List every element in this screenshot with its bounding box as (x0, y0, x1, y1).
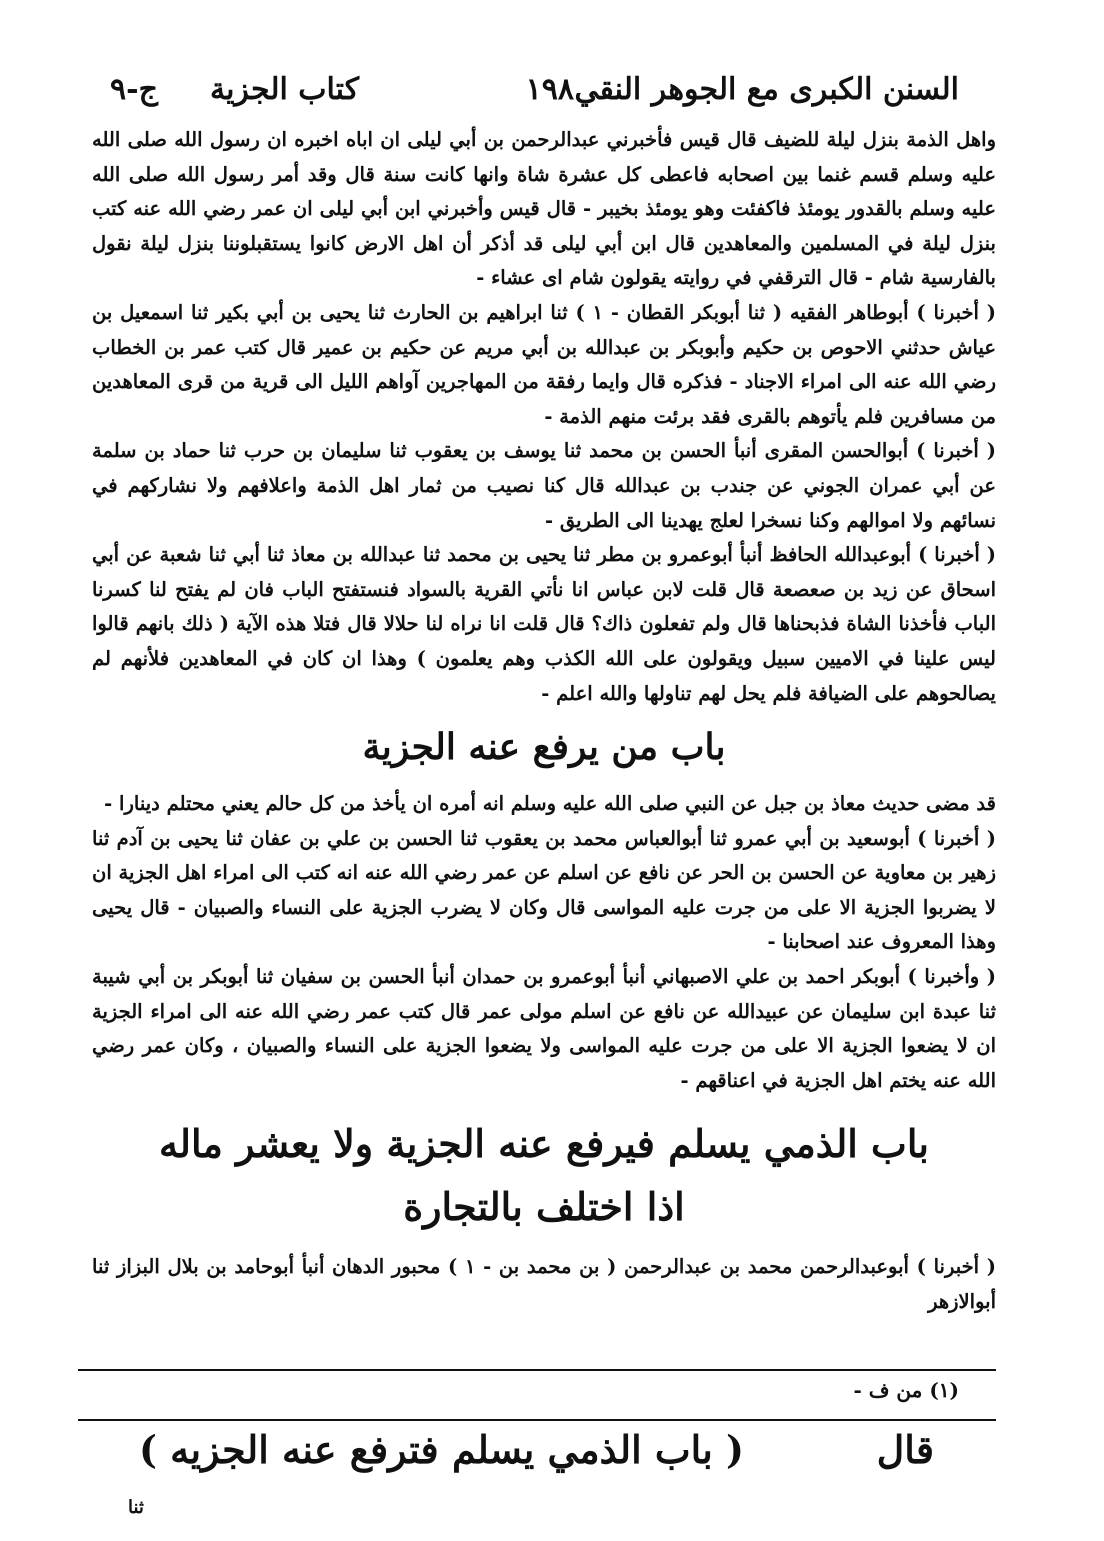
catchword: ثنا (128, 1497, 144, 1518)
paragraph: قد مضى حديث معاذ بن جبل عن النبي صلى الله عليه وسلم انه أمره ان يأخذ من كل حالم يعني محتلم دينارا - (104, 792, 996, 816)
running-header (110, 72, 959, 116)
book-title: السنن الكبرى مع الجوهر النقي (574, 72, 959, 107)
section-heading-2-line1: باب الذمي يسلم فيرفع عنه الجزية ولا يعشر ماله (159, 1121, 929, 1167)
volume-number: ج-٩ (110, 72, 158, 107)
page-number: ١٩٨ (525, 72, 574, 107)
main-text (92, 123, 996, 1320)
section-heading-1: باب من يرفع عنه الجزية (362, 726, 726, 769)
marginal-note-label: قال (876, 1427, 934, 1472)
paragraph: ( أخبرنا ) أبوطاهر الفقيه ( ثنا أبوبكر القطان - ١ ) ثنا ابراهيم بن الحارث ثنا يحيى بن أبي بكير ثنا اسمعيل بن عياش حدثني الاحوص بن حكيم وأبوبكر بن عبدالله بن أبي مريم عن حكيم بن عمير قال كتب عمر بن الخطاب رضي الله عنه الى امراء الاجناد - فذكره قال وايما رفقة من المهاجرين آواهم الليل الى قرية من قرى المعاهدين من مسافرين فلم يأتوهم بالقرى فقد برئت منهم الذمة - (92, 300, 996, 428)
marginal-note-text: ( باب الذمي يسلم فترفع عنه الجزيه ) (138, 1427, 744, 1472)
paragraph: ( أخبرنا ) أبوعبدالله الحافظ أنبأ أبوعمرو بن مطر ثنا يحيى بن محمد ثنا عبدالله بن معاذ ثنا أبي ثنا شعبة عن أبي اسحاق عن زيد بن صعصعة قال قلت لابن عباس انا نأتي القرية بالسواد فنستفتح الباب فان لم يفتح لنا كسرنا الباب فأخذنا الشاة فذبحناها قال ولم تفعلون ذاك؟ قال قلت انا نراه لنا حلالا قال فتلا هذه الآية ( ذلك بانهم قالوا ليس علينا في الاميين سبيل ويقولون على الله الكذب وهم يعلمون ) وهذا ان كان في المعاهدين فلأنهم لم يصالحوهم على الضيافة فلم يحل لهم تناولها والله اعلم - (92, 543, 996, 705)
chapter-title: كتاب الجزية (210, 72, 359, 107)
paragraph: ( أخبرنا ) أبوسعيد بن أبي عمرو ثنا أبوالعباس محمد بن يعقوب ثنا الحسن بن علي بن عفان ثنا يحيى بن آدم ثنا زهير بن معاوية عن الحسن بن الحر عن نافع عن اسلم عن عمر رضي الله عنه انه كتب الى امراء اهل الجزية ان لا يضربوا الجزية الا على من جرت عليه المواسى قال وكان لا يضرب الجزية على النساء والصبيان - قال يحيى وهذا المعروف عند اصحابنا - (92, 826, 996, 954)
paragraph: واهل الذمة بنزل ليلة للضيف قال قيس فأخبرني عبدالرحمن بن أبي ليلى ان اباه اخبره ان رسول الله صلى الله عليه وسلم قسم غنما بين اصحابه فاعطى كل عشرة شاة وانها كانت سنة قال وقد أمر رسول الله صلى الله عليه وسلم بالقدور يومئذ فاكفئت وهو يومئذ بخيبر - قال قيس وأخبرني ابن أبي ليلى ان عمر رضي الله عنه كتب بنزل ليلة في المسلمين والمعاهدين قال ابن أبي ليلى قد أذكر أن اهل الارض كانوا يستقبلوننا بنزل ليلة نقول بالفارسية شام - قال الترقفي في روايته يقولون شام اى عشاء - (92, 128, 996, 290)
paragraph: ( وأخبرنا ) أبوبكر احمد بن علي الاصبهاني أنبأ أبوعمرو بن حمدان أنبأ الحسن بن سفيان ثنا أبوبكر بن أبي شيبة ثنا عبدة ابن سليمان عن عبيدالله عن نافع عن اسلم مولى عمر قال كتب عمر رضي الله عنه الى امراء الجزية ان لا يضعوا الجزية الا على من جرت عليه المواسى ولا يضعوا الجزية على النساء والصبيان ، وكان عمر رضي الله عنه يختم اهل الجزية في اعناقهم - (92, 965, 996, 1092)
paragraph: ( أخبرنا ) أبوعبدالرحمن محمد بن عبدالرحمن ( بن محمد بن - ١ ) محبور الدهان أنبأ أبوحامد بن بلال البزاز ثنا أبوالازهر (92, 1255, 996, 1314)
section-heading-2-line2: اذا اختلف بالتجارة (403, 1184, 685, 1230)
footnote: (١) من ف - (853, 1378, 959, 1402)
paragraph: ( أخبرنا ) أبوالحسن المقرى أنبأ الحسن بن محمد ثنا يوسف بن يعقوب ثنا سليمان بن حرب ثنا حماد بن سلمة عن أبي عمران الجوني عن جندب بن عبدالله قال كنا نصيب من ثمار اهل الذمة واعلافهم ولا نشاركهم في نسائهم ولا اموالهم وكنا نسخرا لعلج يهدينا الى الطريق - (92, 439, 996, 532)
note-divider (78, 1419, 996, 1421)
footnote-divider (78, 1369, 996, 1371)
